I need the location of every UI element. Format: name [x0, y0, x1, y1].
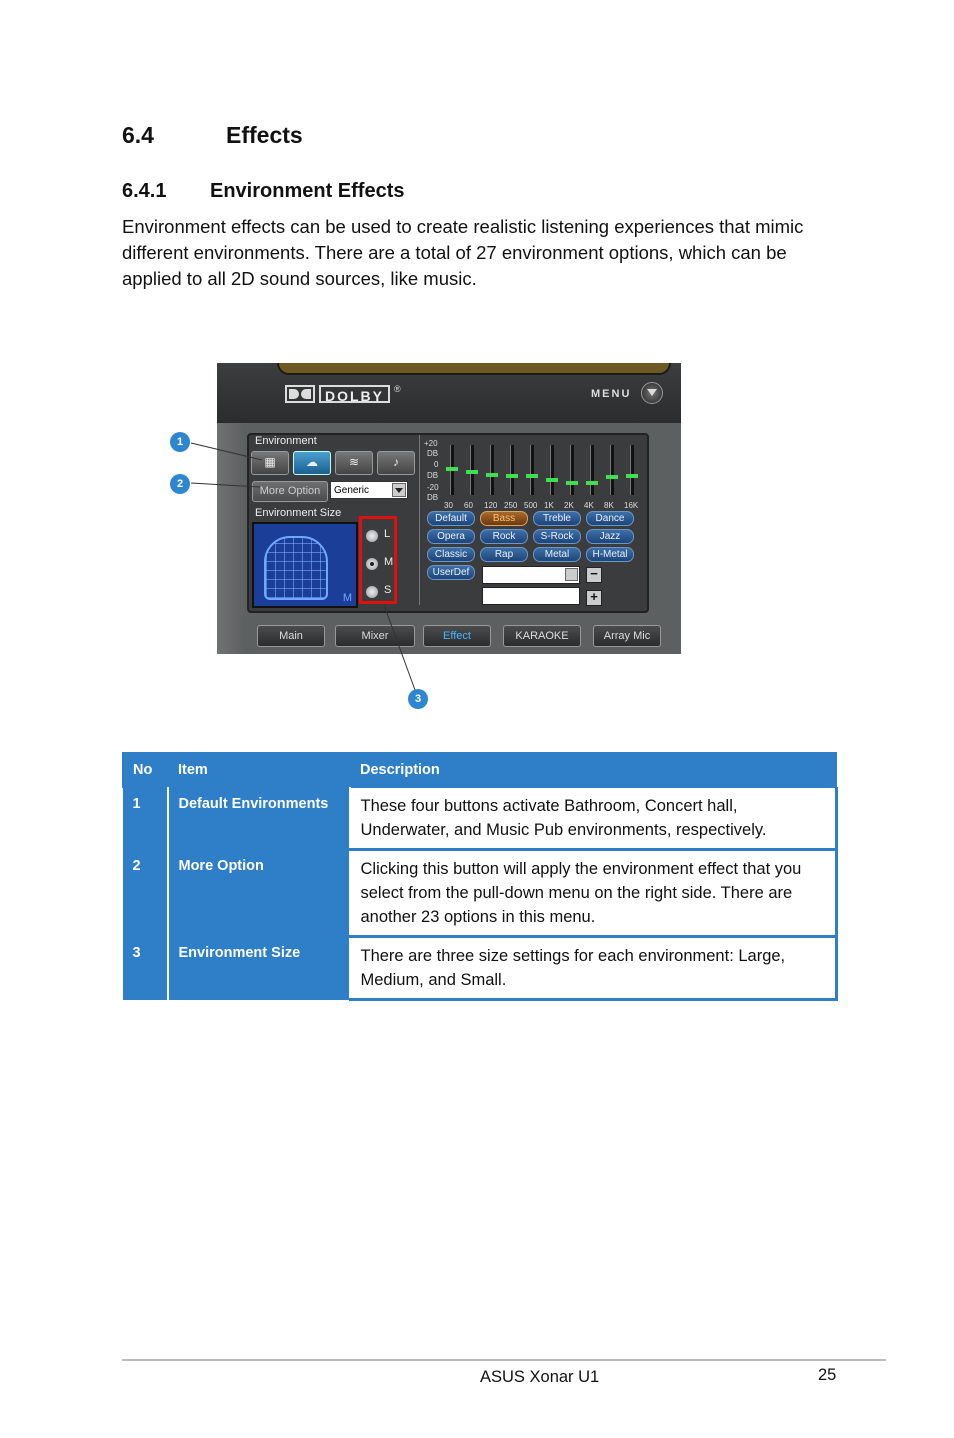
subsection-title: Environment Effects [210, 180, 405, 202]
table-header-row [123, 753, 837, 788]
eq-freq-label: 2K [564, 501, 574, 510]
environment-label: Environment [255, 435, 317, 447]
preset-opera[interactable]: Opera [427, 529, 475, 544]
eq-freq-label: 500 [524, 501, 538, 510]
preset-h-metal[interactable]: H-Metal [586, 547, 634, 562]
eq-freq-label: 250 [504, 501, 518, 510]
preset-rap[interactable]: Rap [480, 547, 528, 562]
environment-select-value: Generic [334, 485, 370, 496]
preset-jazz[interactable]: Jazz [586, 529, 634, 544]
table-row [123, 850, 837, 937]
callout-line-2 [191, 483, 260, 487]
preset-rock[interactable]: Rock [480, 529, 528, 544]
tab-mixer[interactable]: Mixer [335, 625, 415, 647]
eq-freq-label: 120 [484, 501, 498, 510]
row-item: More Option [168, 850, 350, 937]
eq-db-label: 0 [434, 460, 439, 469]
preset-metal[interactable]: Metal [533, 547, 581, 562]
more-option-button[interactable]: More Option [252, 481, 328, 502]
row-description: Clicking this button will apply the environment effect that you select from the pull-down menu on the right side. There are another 23 options in this menu. [350, 850, 837, 937]
row-description: There are three size settings for each environment: Large, Medium, and Small. [350, 937, 837, 1000]
remove-preset-button[interactable]: − [586, 567, 602, 583]
eq-db-label: DB [427, 449, 439, 458]
section-number: 6.4 [122, 122, 154, 148]
preset-userdef[interactable]: UserDef [427, 565, 475, 580]
dolby-brand: DOLBY [319, 385, 390, 403]
registered-mark: ® [394, 384, 401, 394]
row-item: Default Environments [168, 788, 350, 850]
size-display: M [342, 592, 352, 604]
tab-karaoke[interactable]: KARAOKE [503, 625, 581, 647]
preset-bass[interactable]: Bass [480, 511, 528, 526]
tab-main[interactable]: Main [257, 625, 325, 647]
eq-db-label: DB [427, 493, 439, 502]
footer-product: ASUS Xonar U1 [480, 1368, 600, 1386]
preset-treble[interactable]: Treble [533, 511, 581, 526]
intro-paragraph: Environment effects can be used to create realistic listening experiences that mimic different environments. There are a total of 27 environment options, which can be applied to all 2D sound sources, like music. [122, 216, 804, 289]
footer-page-number: 25 [818, 1366, 837, 1384]
environment-size-label: Environment Size [255, 507, 342, 519]
menu-label: MENU [591, 388, 632, 400]
eq-freq-label: 8K [604, 501, 614, 510]
preset-classic[interactable]: Classic [427, 547, 475, 562]
header-description: Description [350, 753, 837, 788]
tab-effect[interactable]: Effect [423, 625, 491, 647]
row-no: 1 [123, 788, 168, 850]
table-row [123, 788, 837, 850]
size-label-m: M [384, 556, 394, 568]
eq-db-label: -20 [427, 483, 439, 492]
header-item: Item [168, 753, 350, 788]
items-table [122, 752, 838, 1001]
table-row [123, 937, 837, 1000]
concert-hall-icon: ☁ [306, 455, 318, 469]
row-no: 2 [123, 850, 168, 937]
size-label-s: S [384, 584, 392, 596]
callout-2: 2 [170, 474, 190, 494]
header-no: No [123, 753, 168, 788]
callout-line-1 [191, 443, 262, 460]
eq-freq-label: 1K [544, 501, 554, 510]
row-no: 3 [123, 937, 168, 1000]
callout-3: 3 [408, 689, 428, 709]
row-item: Environment Size [168, 937, 350, 1000]
eq-db-label: +20 [424, 439, 438, 448]
music-pub-icon: ♪ [393, 455, 399, 469]
section-title: Effects [226, 122, 303, 148]
add-preset-button[interactable]: + [586, 590, 602, 606]
size-label-l: L [384, 528, 391, 540]
callout-1: 1 [170, 432, 190, 452]
bathroom-icon: ▦ [264, 455, 276, 469]
tab-array-mic[interactable]: Array Mic [593, 625, 661, 647]
eq-db-label: DB [427, 471, 439, 480]
eq-freq-label: 30 [444, 501, 453, 510]
callout-line-3 [384, 605, 415, 690]
footer-rule [122, 1359, 886, 1361]
preset-dance[interactable]: Dance [586, 511, 634, 526]
preset-s-rock[interactable]: S-Rock [533, 529, 581, 544]
row-description: These four buttons activate Bathroom, Concert hall, Underwater, and Music Pub environments, respectively. [350, 788, 837, 850]
underwater-icon: ≋ [348, 455, 360, 469]
preset-default[interactable]: Default [427, 511, 475, 526]
eq-freq-label: 60 [464, 501, 473, 510]
eq-freq-label: 4K [584, 501, 594, 510]
eq-freq-label: 16K [624, 501, 639, 510]
subsection-number: 6.4.1 [122, 180, 167, 202]
